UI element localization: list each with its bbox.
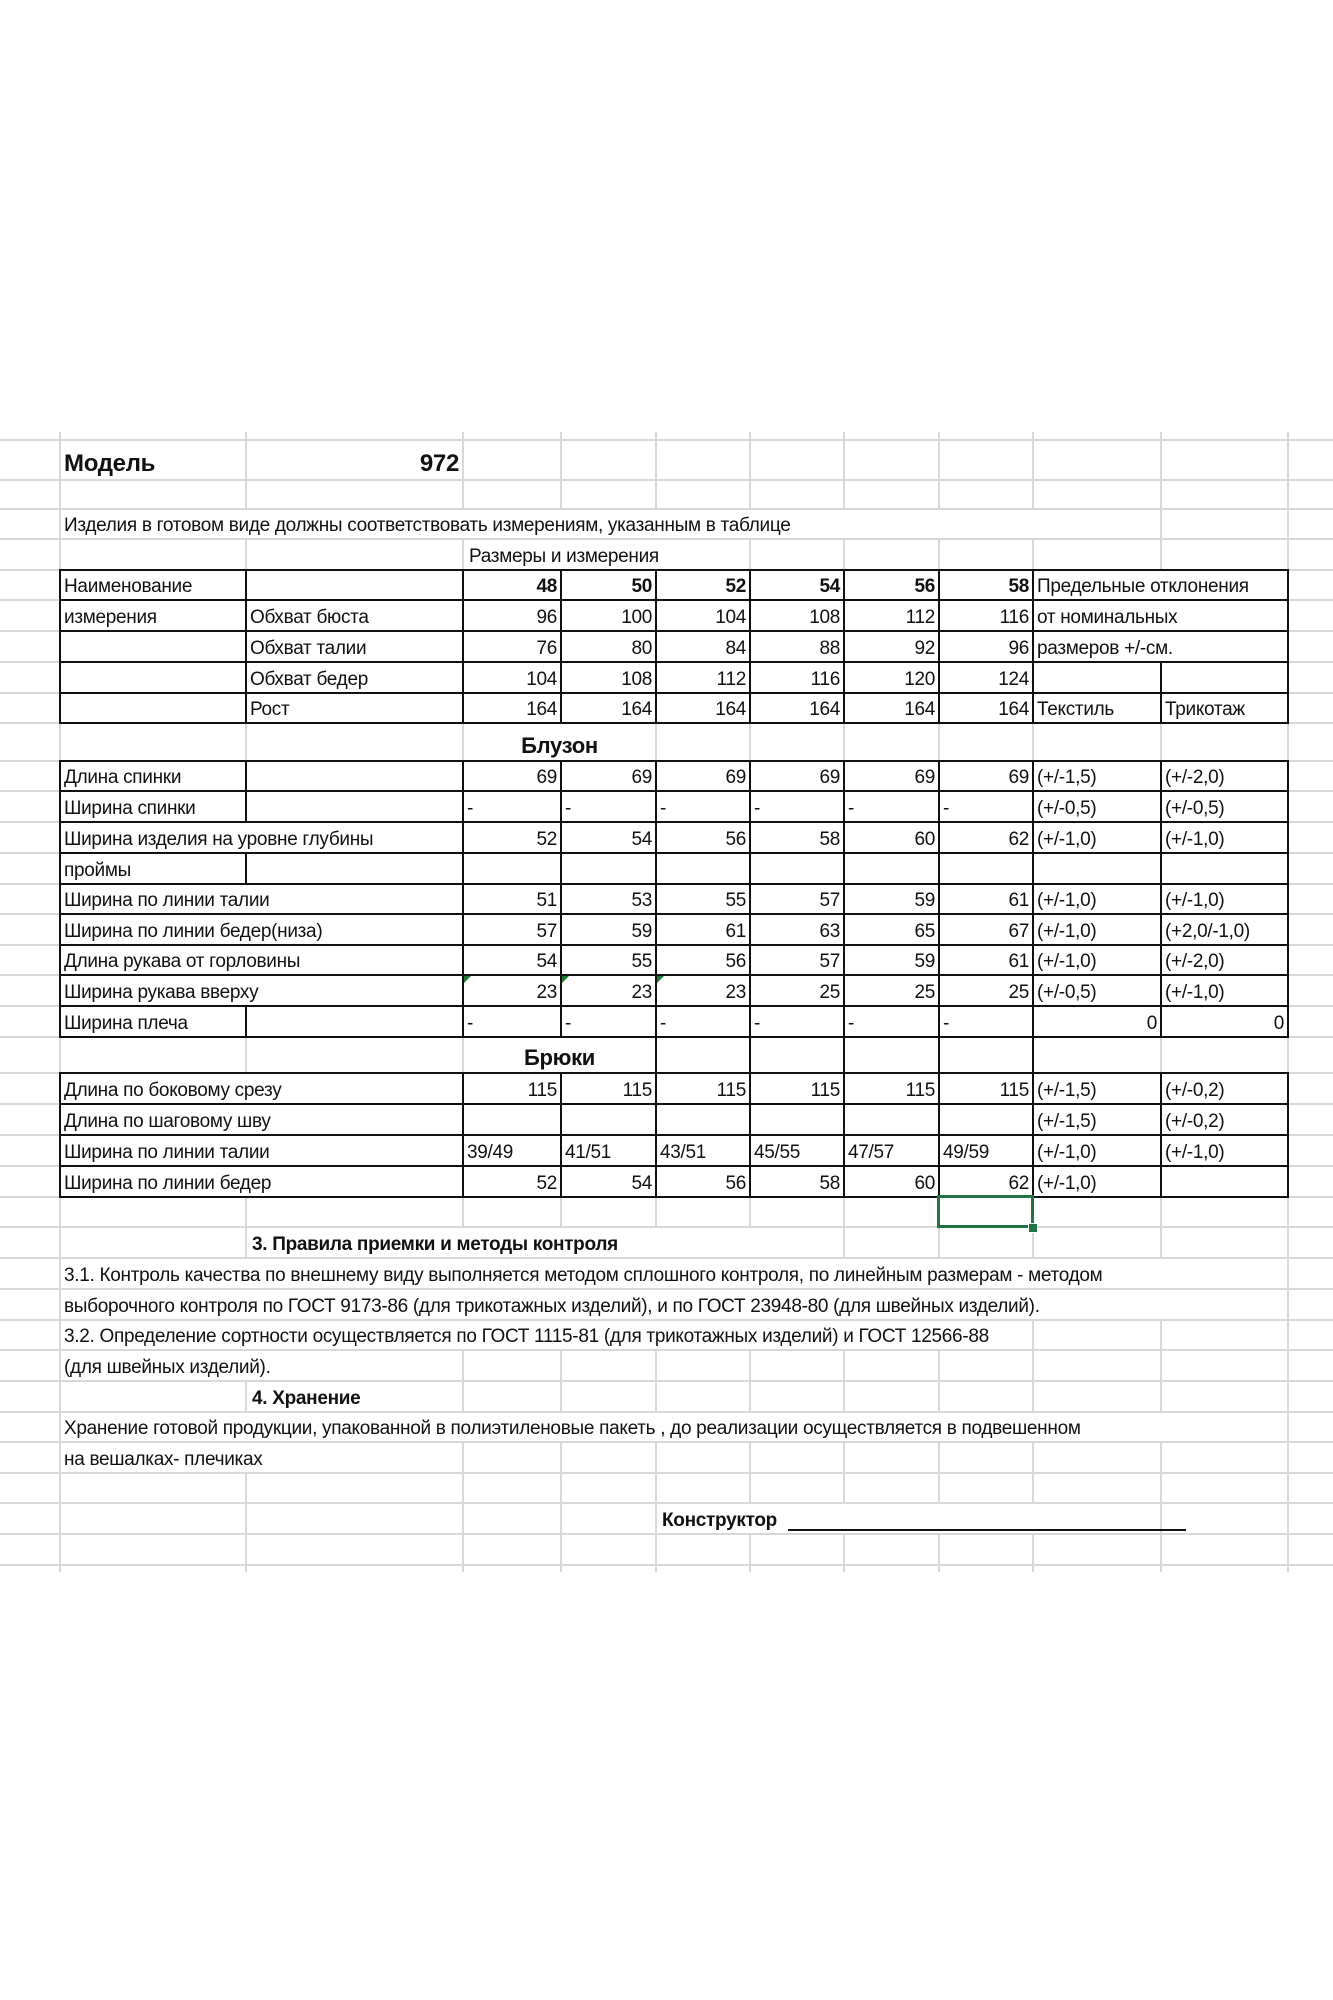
border-line xyxy=(843,569,845,724)
measurement-value[interactable]: 96 xyxy=(536,607,557,628)
blouson-value[interactable]: - xyxy=(467,798,474,819)
comment-indicator-icon xyxy=(464,976,471,983)
trousers-value[interactable]: 41/51 xyxy=(565,1142,612,1163)
tolerance-knit[interactable]: (+/-2,0) xyxy=(1165,767,1225,788)
section-4-line[interactable]: на вешалках- плечиках xyxy=(64,1449,263,1470)
measurement-label[interactable]: Обхват талии xyxy=(250,638,367,659)
measurement-value[interactable]: 116 xyxy=(999,607,1029,628)
blouson-value[interactable] xyxy=(844,853,939,884)
measurement-value[interactable]: 108 xyxy=(621,669,652,690)
border-line xyxy=(59,661,1289,663)
tolerance-knit[interactable]: (+/-2,0) xyxy=(1165,951,1225,972)
trousers-value[interactable]: 115 xyxy=(622,1080,652,1101)
measurement-value[interactable]: 164 xyxy=(715,699,746,720)
trousers-value[interactable]: 115 xyxy=(999,1080,1029,1101)
trousers-value[interactable]: 39/49 xyxy=(467,1142,514,1163)
border-line xyxy=(843,1036,845,1074)
trousers-value[interactable]: 115 xyxy=(810,1080,840,1101)
border-line xyxy=(59,790,1289,792)
border-line xyxy=(938,1072,940,1198)
measurement-value[interactable]: 88 xyxy=(819,638,840,659)
border-line xyxy=(462,569,464,724)
comment-indicator-icon xyxy=(562,976,569,983)
section-4-title[interactable]: 4. Хранение xyxy=(252,1388,361,1409)
signature-line[interactable] xyxy=(788,1529,1186,1531)
blouson-value[interactable]: 57 xyxy=(536,921,557,942)
blouson-value[interactable]: 54 xyxy=(536,951,557,972)
border-line xyxy=(560,569,562,724)
blouson-value[interactable]: - xyxy=(754,798,761,819)
border-line xyxy=(59,722,1289,724)
size-header-54[interactable]: 54 xyxy=(819,576,840,597)
border-line xyxy=(245,790,247,823)
blouson-value[interactable] xyxy=(750,853,844,884)
trousers-value[interactable]: 49/59 xyxy=(943,1142,990,1163)
trousers-value[interactable]: 58 xyxy=(819,1173,840,1194)
blouson-value[interactable]: 69 xyxy=(725,767,746,788)
blouson-value[interactable]: 69 xyxy=(819,767,840,788)
blouson-value[interactable]: - xyxy=(565,798,572,819)
size-header-48[interactable]: 48 xyxy=(536,576,557,597)
blouson-value[interactable]: 67 xyxy=(1008,921,1029,942)
trousers-value[interactable]: 47/57 xyxy=(848,1142,895,1163)
blouson-value[interactable]: - xyxy=(943,798,950,819)
border-line xyxy=(59,944,1289,946)
measurement-value[interactable]: 104 xyxy=(526,669,557,690)
border-line xyxy=(59,974,1289,976)
section-3-line[interactable]: выборочного контроля по ГОСТ 9173-86 (для трикотажных изделий), и по ГОСТ 23948-80 (для швейных изделий). xyxy=(64,1296,1040,1317)
measurement-value[interactable]: 104 xyxy=(715,607,746,628)
border-line xyxy=(59,599,1289,601)
measurement-value[interactable]: 100 xyxy=(621,607,652,628)
selected-cell[interactable] xyxy=(937,1195,1034,1228)
blouson-value[interactable]: - xyxy=(754,1013,761,1034)
trousers-value[interactable]: 43/51 xyxy=(660,1142,707,1163)
border-line xyxy=(245,852,247,885)
trousers-value[interactable] xyxy=(561,1104,656,1135)
name-header-cont[interactable]: измерения xyxy=(64,607,157,628)
tolerance-textile[interactable]: (+/-1,0) xyxy=(1037,951,1097,972)
border-line xyxy=(1032,1072,1034,1198)
tolerance-knit[interactable]: 0 xyxy=(1273,1013,1284,1034)
border-line xyxy=(1160,760,1162,1038)
border-line xyxy=(59,1072,1289,1074)
tolerance-textile[interactable]: (+/-1,0) xyxy=(1037,921,1097,942)
tolerance-knit[interactable]: (+/-1,0) xyxy=(1165,982,1225,1003)
tolerance-textile[interactable]: (+/-1,0) xyxy=(1037,1142,1097,1163)
measurement-value[interactable]: 112 xyxy=(905,607,935,628)
tolerance-knit[interactable]: (+/-0,2) xyxy=(1165,1080,1225,1101)
blouson-value[interactable] xyxy=(656,853,750,884)
blouson-value[interactable]: 65 xyxy=(914,921,935,942)
border-line xyxy=(655,569,657,724)
trousers-row-label[interactable]: Длина по боковому срезу xyxy=(64,1080,282,1101)
border-line xyxy=(749,569,751,724)
border-line xyxy=(655,1036,657,1074)
blouson-value[interactable]: 59 xyxy=(914,951,935,972)
section-3-line[interactable]: (для швейных изделий). xyxy=(64,1357,271,1378)
blouson-value[interactable]: 23 xyxy=(725,982,746,1003)
measurement-value[interactable]: 92 xyxy=(914,638,935,659)
size-header-50[interactable]: 50 xyxy=(631,576,652,597)
border-line xyxy=(245,760,247,792)
tolerance-textile[interactable]: 0 xyxy=(1146,1013,1157,1034)
measurement-label[interactable]: Рост xyxy=(250,699,290,720)
tolerance-knit[interactable] xyxy=(1161,1166,1288,1197)
blouson-row-label[interactable]: Ширина по линии талии xyxy=(64,890,270,911)
border-line xyxy=(938,569,940,724)
trousers-value[interactable]: 62 xyxy=(1008,1173,1029,1194)
measurement-value[interactable]: 164 xyxy=(904,699,935,720)
border-line xyxy=(462,760,464,1038)
section-title-blouson[interactable]: Блузон xyxy=(521,733,598,758)
blouson-value[interactable]: 25 xyxy=(914,982,935,1003)
size-header-52[interactable]: 52 xyxy=(725,576,746,597)
blouson-value[interactable]: 57 xyxy=(819,890,840,911)
border-line xyxy=(1287,569,1289,724)
border-line xyxy=(938,1036,940,1074)
measurement-label[interactable]: Обхват бюста xyxy=(250,607,369,628)
border-line xyxy=(1287,1072,1289,1198)
blouson-value[interactable]: - xyxy=(943,1013,950,1034)
section-3-line[interactable]: 3.1. Контроль качества по внешнему виду выполняется методом сплошного контроля, по линейным размерам - методом xyxy=(64,1265,1103,1286)
blouson-value[interactable]: 69 xyxy=(631,767,652,788)
measurement-value[interactable]: 120 xyxy=(904,669,935,690)
blouson-row-label[interactable]: Длина рукава от горловины xyxy=(64,951,301,972)
comment-indicator-icon xyxy=(657,976,664,983)
border-line xyxy=(749,760,751,1038)
blouson-value[interactable]: 59 xyxy=(914,890,935,911)
blouson-value[interactable]: 58 xyxy=(819,829,840,850)
tolerance-col-textile[interactable]: Текстиль xyxy=(1037,699,1115,720)
tolerance-knit[interactable]: (+/-0,2) xyxy=(1165,1111,1225,1132)
measurement-value[interactable]: 164 xyxy=(526,699,557,720)
measurement-value[interactable]: 164 xyxy=(621,699,652,720)
blouson-row-label[interactable]: проймы xyxy=(64,860,131,881)
tolerance-textile[interactable]: (+/-1,0) xyxy=(1037,1173,1097,1194)
border-line xyxy=(749,1036,751,1074)
measurement-value[interactable]: 112 xyxy=(716,669,746,690)
tolerance-textile[interactable]: (+/-1,5) xyxy=(1037,1080,1097,1101)
trousers-value[interactable] xyxy=(750,1104,844,1135)
measurement-value[interactable]: 124 xyxy=(998,669,1029,690)
tolerance-knit[interactable]: (+/-1,0) xyxy=(1165,1142,1225,1163)
tolerance-header[interactable]: Предельные отклонения xyxy=(1037,576,1249,597)
trousers-value[interactable]: 115 xyxy=(905,1080,935,1101)
model-label[interactable]: Модель xyxy=(64,450,156,477)
blouson-value[interactable]: - xyxy=(848,798,855,819)
measurement-value[interactable]: 84 xyxy=(725,638,746,659)
signature-label[interactable]: Конструктор xyxy=(662,1510,777,1531)
trousers-value[interactable] xyxy=(939,1104,1033,1135)
blouson-value[interactable] xyxy=(561,853,656,884)
measurement-value[interactable]: 76 xyxy=(536,638,557,659)
border-line xyxy=(59,852,1289,854)
border-line xyxy=(938,760,940,1038)
tolerance-textile[interactable]: (+/-0,5) xyxy=(1037,982,1097,1003)
border-line xyxy=(59,1196,1289,1198)
trousers-value[interactable]: 54 xyxy=(631,1173,652,1194)
tolerance-header-cont[interactable]: размеров +/-см. xyxy=(1037,638,1173,659)
blouson-value[interactable]: - xyxy=(467,1013,474,1034)
trousers-row-label[interactable]: Длина по шаговому шву xyxy=(64,1111,271,1132)
blouson-value[interactable]: 61 xyxy=(1008,951,1029,972)
measurement-value[interactable]: 96 xyxy=(1008,638,1029,659)
border-line xyxy=(462,1072,464,1198)
trousers-value[interactable]: 115 xyxy=(527,1080,557,1101)
border-line xyxy=(843,1072,845,1198)
blouson-value[interactable]: 52 xyxy=(536,829,557,850)
size-header-56[interactable]: 56 xyxy=(914,576,935,597)
model-number[interactable]: 972 xyxy=(419,450,459,477)
trousers-value[interactable]: 115 xyxy=(716,1080,746,1101)
trousers-row-label[interactable]: Ширина по линии бедер xyxy=(64,1173,272,1194)
border-line xyxy=(245,1005,247,1038)
border-line xyxy=(59,569,61,724)
blouson-value[interactable]: 57 xyxy=(819,951,840,972)
border-line xyxy=(1287,760,1289,1038)
trousers-value[interactable] xyxy=(463,1104,561,1135)
section-title-trousers[interactable]: Брюки xyxy=(523,1045,596,1070)
blouson-value[interactable]: 63 xyxy=(819,921,840,942)
border-line xyxy=(560,760,562,1038)
measurement-value[interactable]: 116 xyxy=(810,669,840,690)
trousers-value[interactable]: 45/55 xyxy=(754,1142,801,1163)
border-line xyxy=(59,760,61,1038)
gridline-row xyxy=(0,1564,1333,1566)
blouson-value[interactable]: 69 xyxy=(536,767,557,788)
blouson-value[interactable] xyxy=(463,853,561,884)
blouson-value[interactable]: 54 xyxy=(631,829,652,850)
trousers-value[interactable]: 60 xyxy=(914,1173,935,1194)
border-line xyxy=(1032,760,1034,1038)
tolerance-knit[interactable] xyxy=(1161,853,1288,884)
border-line xyxy=(1160,1072,1162,1198)
blouson-value[interactable]: 61 xyxy=(1008,890,1029,911)
blouson-value[interactable] xyxy=(939,853,1033,884)
blouson-value[interactable]: - xyxy=(660,798,667,819)
blouson-value[interactable]: 62 xyxy=(1008,829,1029,850)
border-line xyxy=(1160,661,1162,724)
blouson-value[interactable]: - xyxy=(848,1013,855,1034)
name-header[interactable]: Наименование xyxy=(64,576,193,597)
border-line xyxy=(1032,1036,1034,1074)
tolerance-textile[interactable]: (+/-1,5) xyxy=(1037,767,1097,788)
tolerance-knit[interactable]: (+/-0,5) xyxy=(1165,798,1225,819)
blouson-value[interactable]: 69 xyxy=(914,767,935,788)
blouson-row-label[interactable]: Ширина по линии бедер(низа) xyxy=(64,921,323,942)
size-header-58[interactable]: 58 xyxy=(1008,576,1029,597)
blouson-row-label[interactable]: Ширина изделия на уровне глубины xyxy=(64,829,374,850)
measurement-value[interactable]: 164 xyxy=(998,699,1029,720)
border-line xyxy=(59,821,1289,823)
border-line xyxy=(749,1072,751,1198)
blouson-value[interactable]: 53 xyxy=(631,890,652,911)
border-line xyxy=(655,1072,657,1198)
border-line xyxy=(59,1036,1289,1038)
trousers-row-label[interactable]: Ширина по линии талии xyxy=(64,1142,270,1163)
blouson-row-label[interactable]: Длина спинки xyxy=(64,767,182,788)
border-line xyxy=(655,760,657,1038)
border-line xyxy=(59,913,1289,915)
blouson-value[interactable]: - xyxy=(660,1013,667,1034)
tolerance-knit[interactable]: (+/-1,0) xyxy=(1165,829,1225,850)
blouson-value[interactable]: 69 xyxy=(1008,767,1029,788)
border-line xyxy=(59,569,1289,571)
section-4-line[interactable]: Хранение готовой продукции, упакованной в полиэтиленовые пакеть , до реализации осуществляется в подвешенном xyxy=(64,1418,1081,1439)
blouson-value[interactable]: 25 xyxy=(1008,982,1029,1003)
blouson-value[interactable]: 23 xyxy=(536,982,557,1003)
measurement-label[interactable]: Обхват бедер xyxy=(250,669,368,690)
blouson-value[interactable]: 55 xyxy=(725,890,746,911)
blouson-value[interactable]: - xyxy=(565,1013,572,1034)
border-line xyxy=(59,760,1289,762)
border-line xyxy=(59,1165,1289,1167)
blouson-value[interactable]: 61 xyxy=(725,921,746,942)
border-line xyxy=(59,1072,61,1198)
blouson-value[interactable]: 60 xyxy=(914,829,935,850)
sizes-caption[interactable]: Размеры и измерения xyxy=(469,546,659,567)
blouson-value[interactable]: 55 xyxy=(631,951,652,972)
measurement-value[interactable]: 108 xyxy=(809,607,840,628)
border-line xyxy=(59,1103,1289,1105)
section-3-line[interactable]: 3.2. Определение сортности осуществляется по ГОСТ 1115-81 (для трикотажных изделий) и ГОСТ 12566-88 xyxy=(64,1326,989,1347)
section-3-title[interactable]: 3. Правила приемки и методы контроля xyxy=(252,1234,618,1255)
border-line xyxy=(59,630,1289,632)
tolerance-header-cont[interactable]: от номинальных xyxy=(1037,607,1178,628)
trousers-value[interactable]: 56 xyxy=(725,1173,746,1194)
blouson-row-label[interactable]: Ширина рукава вверху xyxy=(64,982,259,1003)
tolerance-textile[interactable]: (+/-0,5) xyxy=(1037,798,1097,819)
border-line xyxy=(560,1072,562,1198)
tolerance-textile[interactable]: (+/-1,0) xyxy=(1037,829,1097,850)
trousers-value[interactable]: 52 xyxy=(536,1173,557,1194)
border-line xyxy=(59,1005,1289,1007)
fill-handle[interactable] xyxy=(1028,1223,1038,1233)
border-line xyxy=(1032,569,1034,724)
blouson-row-label[interactable]: Ширина спинки xyxy=(64,798,196,819)
blouson-row-label[interactable]: Ширина плеча xyxy=(64,1013,188,1034)
blouson-value[interactable]: 56 xyxy=(725,951,746,972)
border-line xyxy=(59,1134,1289,1136)
blouson-value[interactable]: 51 xyxy=(536,890,557,911)
tolerance-knit[interactable]: (+/-1,0) xyxy=(1165,890,1225,911)
border-line xyxy=(59,692,1289,694)
trousers-value[interactable] xyxy=(656,1104,750,1135)
measurement-value[interactable]: 80 xyxy=(631,638,652,659)
tolerance-textile[interactable]: (+/-1,0) xyxy=(1037,890,1097,911)
border-line xyxy=(245,569,247,724)
blouson-value[interactable]: 56 xyxy=(725,829,746,850)
trousers-value[interactable] xyxy=(844,1104,939,1135)
border-line xyxy=(843,760,845,1038)
blouson-value[interactable]: 25 xyxy=(819,982,840,1003)
tolerance-textile[interactable]: (+/-1,5) xyxy=(1037,1111,1097,1132)
tolerance-textile[interactable] xyxy=(1033,853,1161,884)
blouson-value[interactable]: 23 xyxy=(631,982,652,1003)
tolerance-knit[interactable]: (+2,0/-1,0) xyxy=(1165,921,1250,942)
blouson-value[interactable]: 59 xyxy=(631,921,652,942)
measurement-value[interactable]: 164 xyxy=(809,699,840,720)
border-line xyxy=(59,883,1289,885)
tolerance-col-knit[interactable]: Трикотаж xyxy=(1165,699,1245,720)
intro-text[interactable]: Изделия в готовом виде должны соответствовать измерениям, указанным в таблице xyxy=(64,515,791,536)
